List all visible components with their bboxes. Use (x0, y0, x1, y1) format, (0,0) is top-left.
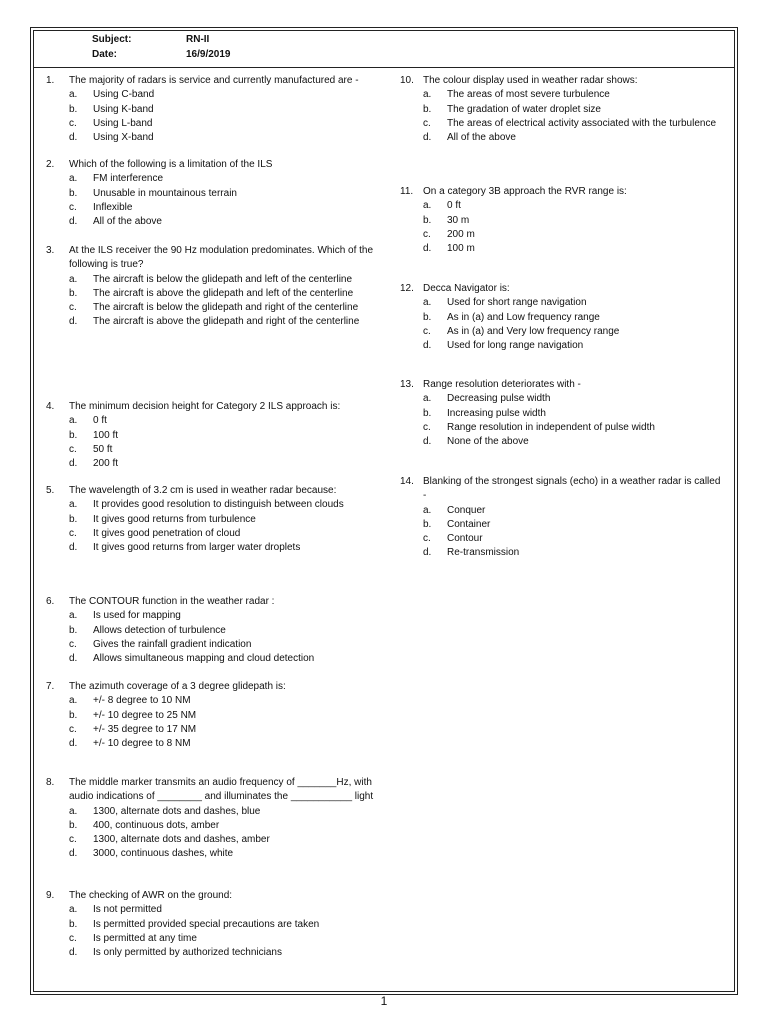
option: c. Is permitted at any time (69, 932, 197, 944)
question-5 (46, 484, 376, 555)
option: b. It gives good returns from turbulence (69, 513, 256, 525)
question-text: The azimuth coverage of a 3 degree glidepath is: (69, 681, 286, 692)
question-number: 3. (46, 245, 55, 256)
option: d. Is only permitted by authorized technicians (69, 947, 282, 959)
option: d. 3000, continuous dashes, white (69, 848, 234, 860)
header-divider (33, 67, 735, 68)
option: a. 0 ft (423, 200, 461, 212)
question-number: 10. (400, 75, 414, 86)
option: b. As in (a) and Low frequency range (423, 311, 600, 323)
question-text: The checking of AWR on the ground: (69, 890, 233, 901)
option: c. +/- 35 degree to 17 NM (69, 723, 197, 735)
question-text: The colour display used in weather radar shows: (423, 75, 638, 86)
question-number: 9. (46, 890, 55, 901)
question-text: Blanking of the strongest signals (echo) in a weather radar is called - (423, 476, 721, 502)
question-number: 1. (46, 75, 55, 86)
option: d. It gives good returns from larger water droplets (69, 542, 301, 554)
question-text: The wavelength of 3.2 cm is used in weather radar because: (69, 485, 337, 496)
option: b. 400, continuous dots, amber (69, 819, 220, 831)
option: c. Using L-band (69, 117, 153, 129)
option: d. Allows simultaneous mapping and cloud detection (69, 653, 315, 665)
question-text: Range resolution deteriorates with - (423, 379, 581, 390)
option: b. Using K-band (69, 103, 154, 115)
question-number: 12. (400, 283, 414, 294)
option: d. Re-transmission (423, 547, 520, 559)
question-text: The majority of radars is service and currently manufactured are - (69, 75, 359, 86)
option: b. Unusable in mountainous terrain (69, 187, 237, 199)
option: d. None of the above (423, 436, 529, 448)
question-14 (400, 475, 726, 561)
option: d. All of the above (69, 216, 162, 228)
question-number: 7. (46, 681, 55, 692)
option: d. All of the above (423, 132, 516, 144)
option: b. The gradation of water droplet size (423, 103, 601, 115)
option: a. Conquer (423, 504, 486, 516)
option: a. The areas of most severe turbulence (423, 89, 610, 101)
option: a. +/- 8 degree to 10 NM (69, 695, 191, 707)
option: b. Container (423, 518, 491, 530)
question-12 (400, 282, 726, 353)
question-number: 2. (46, 159, 55, 170)
question-2 (46, 158, 376, 229)
question-3 (46, 244, 376, 330)
question-text: The middle marker transmits an audio frequency of _______Hz, with audio indications of ________ and illuminates the ___________ light (69, 777, 374, 803)
option: d. 200 ft (69, 458, 119, 470)
question-11 (400, 185, 726, 256)
option: c. Gives the rainfall gradient indication (69, 638, 252, 650)
question-7 (46, 680, 376, 751)
question-1 (46, 74, 376, 145)
question-text: The minimum decision height for Category 2 ILS approach is: (69, 401, 341, 412)
option: b. Is permitted provided special precautions are taken (69, 918, 320, 930)
question-text: On a category 3B approach the RVR range is: (423, 186, 627, 197)
option: a. The aircraft is below the glidepath and left of the centerline (69, 273, 353, 285)
question-number: 11. (400, 186, 414, 197)
option: a. It provides good resolution to distinguish between clouds (69, 499, 344, 511)
question-13 (400, 378, 726, 449)
question-4 (46, 400, 376, 471)
question-text: Decca Navigator is: (423, 283, 510, 294)
question-8 (46, 776, 376, 862)
question-6 (46, 595, 376, 666)
option: a. 0 ft (69, 415, 107, 427)
question-text: At the ILS receiver the 90 Hz modulation predominates. Which of the following is true? (69, 245, 374, 271)
subject-value: RN-II (186, 34, 210, 45)
question-number: 13. (400, 379, 414, 390)
option: c. 200 m (423, 228, 475, 240)
question-number: 4. (46, 401, 55, 412)
option: a. Is not permitted (69, 904, 162, 916)
option: c. The aircraft is below the glidepath and right of the centerline (69, 302, 359, 314)
option: d. Used for long range navigation (423, 340, 584, 352)
option: c. Range resolution in independent of pulse width (423, 421, 655, 433)
option: c. 50 ft (69, 443, 113, 455)
option: d. The aircraft is above the glidepath and right of the centerline (69, 316, 360, 328)
option: b. Allows detection of turbulence (69, 624, 226, 636)
option: a. Using C-band (69, 89, 155, 101)
option: c. As in (a) and Very low frequency range (423, 325, 620, 337)
page-number: 1 (380, 994, 388, 1008)
option: a. FM interference (69, 173, 164, 185)
option: d. +/- 10 degree to 8 NM (69, 738, 191, 750)
option: b. Increasing pulse width (423, 407, 546, 419)
question-text: The CONTOUR function in the weather radar : (69, 596, 275, 607)
date-value: 16/9/2019 (186, 49, 231, 60)
option: c. Contour (423, 533, 483, 545)
question-number: 8. (46, 777, 55, 788)
option: b. 100 ft (69, 429, 119, 441)
option: a. Decreasing pulse width (423, 393, 551, 405)
question-10 (400, 74, 726, 145)
option: c. The areas of electrical activity associated with the turbulence (423, 117, 717, 129)
option: d. Using X-band (69, 132, 154, 144)
option: b. +/- 10 degree to 25 NM (69, 709, 197, 721)
question-number: 6. (46, 596, 55, 607)
option: a. Is used for mapping (69, 610, 181, 622)
option: d. 100 m (423, 243, 475, 255)
option: c. 1300, alternate dots and dashes, amber (69, 834, 270, 846)
question-text: Which of the following is a limitation of the ILS (69, 159, 273, 170)
option: c. It gives good penetration of cloud (69, 527, 241, 539)
question-9 (46, 889, 376, 960)
option: b. 30 m (423, 214, 470, 226)
question-number: 14. (400, 476, 414, 487)
option: b. The aircraft is above the glidepath and left of the centerline (69, 287, 354, 299)
subject-label: Subject: (92, 34, 132, 45)
date-label: Date: (92, 49, 118, 60)
option: a. 1300, alternate dots and dashes, blue (69, 805, 261, 817)
option: a. Used for short range navigation (423, 297, 587, 309)
option: c. Inflexible (69, 201, 133, 213)
question-number: 5. (46, 485, 55, 496)
